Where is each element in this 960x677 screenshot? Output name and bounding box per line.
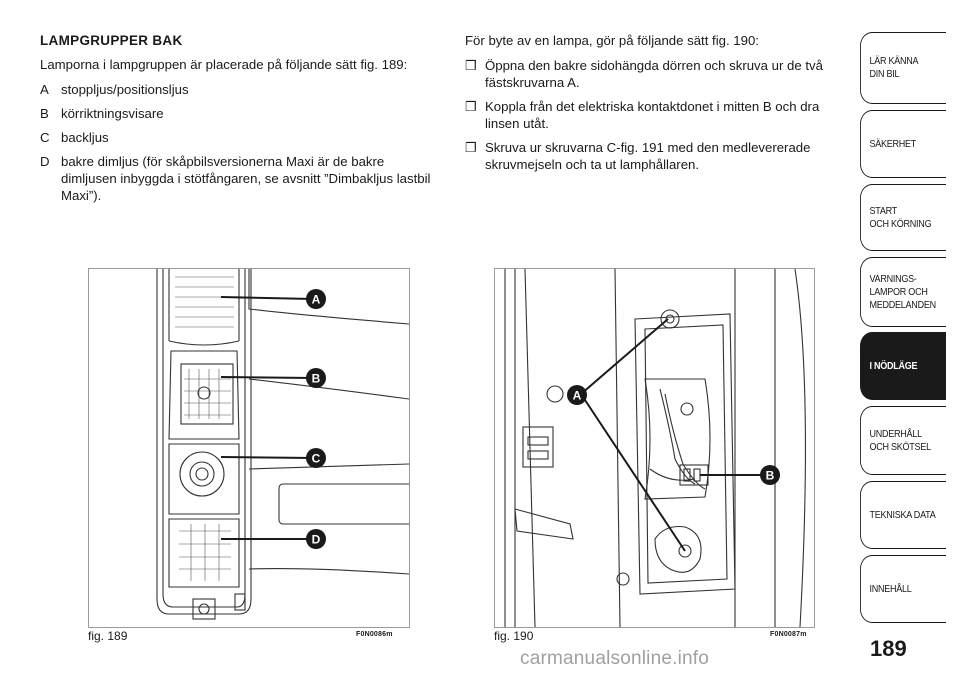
checkbox-bullet-icon: ❒ (465, 58, 477, 73)
chapter-tab-label: LÄR KÄNNA DIN BIL (869, 55, 919, 80)
callout-B (760, 465, 780, 485)
item-text: körriktningsvisare (61, 106, 164, 121)
left-column (40, 32, 440, 211)
page-number: 189 (870, 636, 907, 661)
chapter-tab-label: VARNINGS- LAMPOR OCH MEDDELANDEN (869, 272, 936, 311)
item-text: stoppljus/positionsljus (61, 82, 189, 97)
item-text: backljus (61, 130, 109, 145)
list-item (40, 129, 440, 146)
chapter-tab-label: INNEHÅLL (869, 582, 912, 595)
chapter-tab[interactable] (860, 110, 946, 178)
chapter-tab[interactable] (860, 481, 946, 549)
bullet-item (465, 57, 840, 91)
item-key: D (40, 154, 50, 169)
callout-label: A (572, 388, 582, 403)
item-text: bakre dimljus (för skåpbilsversionerna Maxi är de bakre dimljusen inbyggda i stötfångaren, se avsnitt ”Dimbakljus lastbil Maxi”). (61, 154, 431, 203)
chapter-tab-label: I NÖDLÄGE (869, 359, 918, 372)
figure-190-caption: fig. 190 (494, 629, 534, 643)
right-column (465, 32, 840, 180)
bullet-text: Öppna den bakre sidohängda dörren och skruva ur de två fästskruvarna A. (485, 58, 823, 90)
chapter-tab-label: TEKNISKA DATA (869, 508, 936, 521)
door-illustration (495, 269, 814, 627)
callout-B (306, 368, 326, 388)
chapter-tab[interactable] (860, 555, 946, 623)
chapter-tab[interactable] (860, 257, 946, 327)
rear-lamp-illustration (89, 269, 409, 627)
figure-190-door-interior (494, 268, 815, 628)
bullet-text: Skruva ur skruvarna C-fig. 191 med den medlevererade skruvmejseln och ta ut lamphållaren. (485, 140, 811, 172)
chapter-tab[interactable] (860, 406, 946, 475)
chapter-tab[interactable] (860, 32, 946, 104)
callout-D (306, 529, 326, 549)
callout-A (306, 289, 326, 309)
checkbox-bullet-icon: ❒ (465, 99, 477, 114)
callout-A (567, 385, 587, 405)
callout-label: D (311, 532, 321, 547)
figure-190-code: F0N0087m (770, 631, 807, 638)
section-heading: LAMPGRUPPER BAK (40, 33, 183, 48)
callout-label: B (311, 371, 321, 386)
chapter-tab[interactable] (860, 332, 946, 400)
figure-189-rear-lamp-cluster (88, 268, 410, 628)
checkbox-bullet-icon: ❒ (465, 140, 477, 155)
bullet-item (465, 98, 840, 132)
figure-189-caption: fig. 189 (88, 629, 128, 643)
item-key: B (40, 106, 49, 121)
bullet-text: Koppla från det elektriska kontaktdonet i mitten B och dra linsen utåt. (485, 99, 820, 131)
callout-label: B (765, 468, 775, 483)
list-item (40, 81, 440, 98)
list-item (40, 105, 440, 122)
callout-C (306, 448, 326, 468)
item-key: A (40, 82, 49, 97)
chapter-tab[interactable] (860, 184, 946, 251)
watermark: carmanualsonline.info (520, 648, 710, 669)
figure-189-code: F0N0086m (356, 631, 393, 638)
callout-label: C (311, 451, 321, 466)
chapter-tab-label: UNDERHÅLL OCH SKÖTSEL (869, 427, 931, 453)
chapter-tab-label: SÄKERHET (869, 137, 917, 150)
callout-label: A (311, 292, 321, 307)
list-item (40, 153, 440, 204)
intro-paragraph: Lamporna i lampgruppen är placerade på följande sätt fig. 189: (40, 57, 408, 72)
bullet-item (465, 139, 840, 173)
chapter-tab-label: START OCH KÖRNING (869, 204, 932, 230)
intro-paragraph: För byte av en lampa, gör på följande sätt fig. 190: (465, 33, 759, 48)
item-key: C (40, 130, 50, 145)
